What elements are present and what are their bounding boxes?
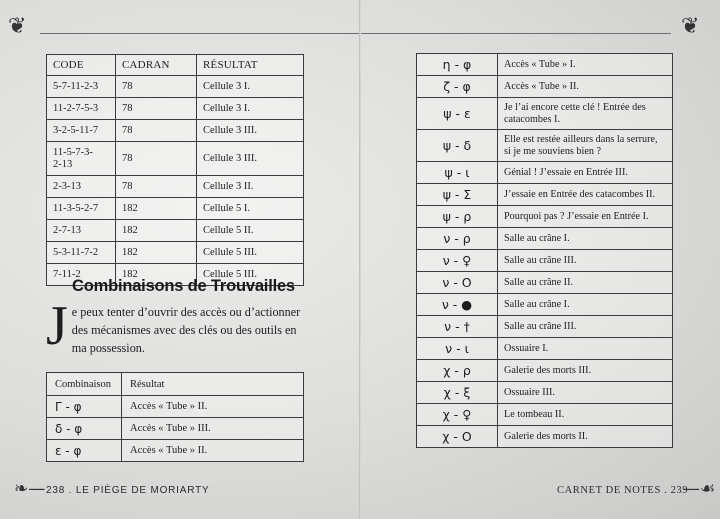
cadran-cell: 78 bbox=[116, 176, 197, 198]
resultat-cell: Cellule 5 I. bbox=[197, 198, 304, 220]
resultat-cell: Accès « Tube » II. bbox=[122, 440, 304, 462]
code-table-header bbox=[47, 55, 304, 76]
table-row bbox=[417, 360, 673, 382]
page-footer-left: 238 . LE PIÈGE DE MORIARTY bbox=[46, 485, 210, 496]
combinaison-cell: ζ - φ bbox=[417, 76, 498, 98]
resultat-cell: Cellule 5 II. bbox=[197, 220, 304, 242]
code-cell: 3-2-5-11-7 bbox=[47, 120, 116, 142]
resultat-cell: Salle au crâne I. bbox=[498, 228, 673, 250]
table-row bbox=[47, 418, 304, 440]
resultat-cell: Ossuaire III. bbox=[498, 382, 673, 404]
table-row bbox=[417, 250, 673, 272]
resultat-cell: Accès « Tube » II. bbox=[122, 396, 304, 418]
drop-cap: J bbox=[46, 295, 68, 357]
resultat-cell: Cellule 3 III. bbox=[197, 142, 304, 176]
cadran-cell: 182 bbox=[116, 264, 197, 286]
table-row bbox=[47, 198, 304, 220]
resultat-cell: Salle au crâne II. bbox=[498, 272, 673, 294]
combinaison-cell: Γ - φ bbox=[47, 396, 122, 418]
combinaison-cell: δ - φ bbox=[47, 418, 122, 440]
footer-ornament-icon: ❧— bbox=[14, 479, 46, 499]
resultat-cell: Génial ! J’essaie en Entrée III. bbox=[498, 162, 673, 184]
table-row bbox=[417, 130, 673, 162]
combinaison-cell: ν - ♀ bbox=[417, 250, 498, 272]
code-cell: 2-7-13 bbox=[47, 220, 116, 242]
combinaison-cell: χ - ρ bbox=[417, 360, 498, 382]
cadran-cell: 78 bbox=[116, 120, 197, 142]
code-cell: 5-7-11-2-3 bbox=[47, 76, 116, 98]
combinaison-cell: ψ - ε bbox=[417, 98, 498, 130]
cadran-cell: 182 bbox=[116, 242, 197, 264]
table-row bbox=[417, 272, 673, 294]
combinaison-cell: η - φ bbox=[417, 54, 498, 76]
table-row bbox=[417, 76, 673, 98]
table-row bbox=[47, 220, 304, 242]
resultat-cell: Galerie des morts II. bbox=[498, 426, 673, 448]
resultat-cell: Accès « Tube » II. bbox=[498, 76, 673, 98]
header-resultat: RÉSULTAT bbox=[197, 55, 304, 76]
resultat-cell: Cellule 3 I. bbox=[197, 76, 304, 98]
table-row bbox=[47, 142, 304, 176]
resultat-cell: Cellule 5 III. bbox=[197, 264, 304, 286]
combinaison-cell: ν - † bbox=[417, 316, 498, 338]
resultat-cell: Accès « Tube » I. bbox=[498, 54, 673, 76]
table-row bbox=[417, 316, 673, 338]
combo-table-header bbox=[47, 373, 304, 396]
combinaison-cell: ε - φ bbox=[47, 440, 122, 462]
table-row bbox=[47, 440, 304, 462]
code-cell: 11-3-5-2-7 bbox=[47, 198, 116, 220]
combo-table-continued bbox=[416, 53, 673, 448]
combinaison-cell: ν - ρ bbox=[417, 228, 498, 250]
code-table bbox=[46, 54, 304, 286]
combinaison-cell: ν - Ο bbox=[417, 272, 498, 294]
header-code: CODE bbox=[47, 55, 116, 76]
resultat-cell: Cellule 3 I. bbox=[197, 98, 304, 120]
intro-paragraph bbox=[46, 295, 308, 357]
top-rule bbox=[40, 33, 360, 34]
table-row bbox=[47, 120, 304, 142]
table-row bbox=[47, 396, 304, 418]
table-row bbox=[417, 98, 673, 130]
combinaison-cell: ν - ι bbox=[417, 338, 498, 360]
header-resultat: Résultat bbox=[122, 373, 304, 396]
combinaison-cell: χ - ξ bbox=[417, 382, 498, 404]
resultat-cell: Pourquoi pas ? J’essaie en Entrée I. bbox=[498, 206, 673, 228]
table-row bbox=[417, 382, 673, 404]
cadran-cell: 182 bbox=[116, 198, 197, 220]
resultat-cell: Je l’ai encore cette clé ! Entrée des catacombes I. bbox=[498, 98, 673, 130]
resultat-cell: Salle au crâne I. bbox=[498, 294, 673, 316]
header-cadran: CADRAN bbox=[116, 55, 197, 76]
combinaison-cell: ψ - Σ bbox=[417, 184, 498, 206]
resultat-cell: Le tombeau II. bbox=[498, 404, 673, 426]
resultat-cell: Salle au crâne III. bbox=[498, 316, 673, 338]
intro-text: e peux tenter d’ouvrir des accès ou d’actionner des mécanismes avec des clés ou des outils en ma possession. bbox=[71, 305, 301, 355]
table-row bbox=[47, 98, 304, 120]
table-row bbox=[417, 426, 673, 448]
combo-table bbox=[46, 372, 304, 462]
table-row bbox=[47, 242, 304, 264]
top-rule bbox=[361, 33, 671, 34]
table-row bbox=[417, 162, 673, 184]
combinaison-cell: χ - Ο bbox=[417, 426, 498, 448]
code-cell: 5-3-11-7-2 bbox=[47, 242, 116, 264]
resultat-cell: J’essaie en Entrée des catacombes II. bbox=[498, 184, 673, 206]
section-title: Combinaisons de Trouvailles bbox=[72, 277, 295, 295]
cadran-cell: 78 bbox=[116, 98, 197, 120]
resultat-cell: Cellule 5 III. bbox=[197, 242, 304, 264]
cadran-cell: 78 bbox=[116, 76, 197, 98]
resultat-cell: Cellule 3 III. bbox=[197, 120, 304, 142]
right-page bbox=[361, 0, 720, 519]
cadran-cell: 182 bbox=[116, 220, 197, 242]
combinaison-cell: ψ - ρ bbox=[417, 206, 498, 228]
header-combinaison: Combinaison bbox=[47, 373, 122, 396]
footer-ornament-icon: —☙ bbox=[683, 479, 716, 499]
combinaison-cell: ψ - ι bbox=[417, 162, 498, 184]
flourish-ornament-icon: ❦ bbox=[8, 14, 27, 39]
cadran-cell: 78 bbox=[116, 142, 197, 176]
table-row bbox=[417, 404, 673, 426]
table-row bbox=[417, 228, 673, 250]
table-row bbox=[47, 76, 304, 98]
combinaison-cell: χ - ♀ bbox=[417, 404, 498, 426]
table-row bbox=[47, 176, 304, 198]
table-row bbox=[417, 184, 673, 206]
code-cell: 7-11-2 bbox=[47, 264, 116, 286]
resultat-cell: Elle est restée ailleurs dans la serrure, si je me souviens bien ? bbox=[498, 130, 673, 162]
table-row bbox=[417, 54, 673, 76]
page-footer-right: CARNET DE NOTES . 239 bbox=[557, 485, 689, 496]
combinaison-cell: ψ - δ bbox=[417, 130, 498, 162]
resultat-cell: Ossuaire I. bbox=[498, 338, 673, 360]
resultat-cell: Salle au crâne III. bbox=[498, 250, 673, 272]
table-row bbox=[417, 206, 673, 228]
resultat-cell: Cellule 3 II. bbox=[197, 176, 304, 198]
code-cell: 11-2-7-5-3 bbox=[47, 98, 116, 120]
table-row bbox=[417, 294, 673, 316]
resultat-cell: Accès « Tube » III. bbox=[122, 418, 304, 440]
resultat-cell: Galerie des morts III. bbox=[498, 360, 673, 382]
code-cell: 2-3-13 bbox=[47, 176, 116, 198]
flourish-ornament-icon: ❦ bbox=[681, 14, 700, 39]
code-cell: 11-5-7-3- 2-13 bbox=[47, 142, 116, 176]
combinaison-cell: ν - ● bbox=[417, 294, 498, 316]
table-row bbox=[417, 338, 673, 360]
